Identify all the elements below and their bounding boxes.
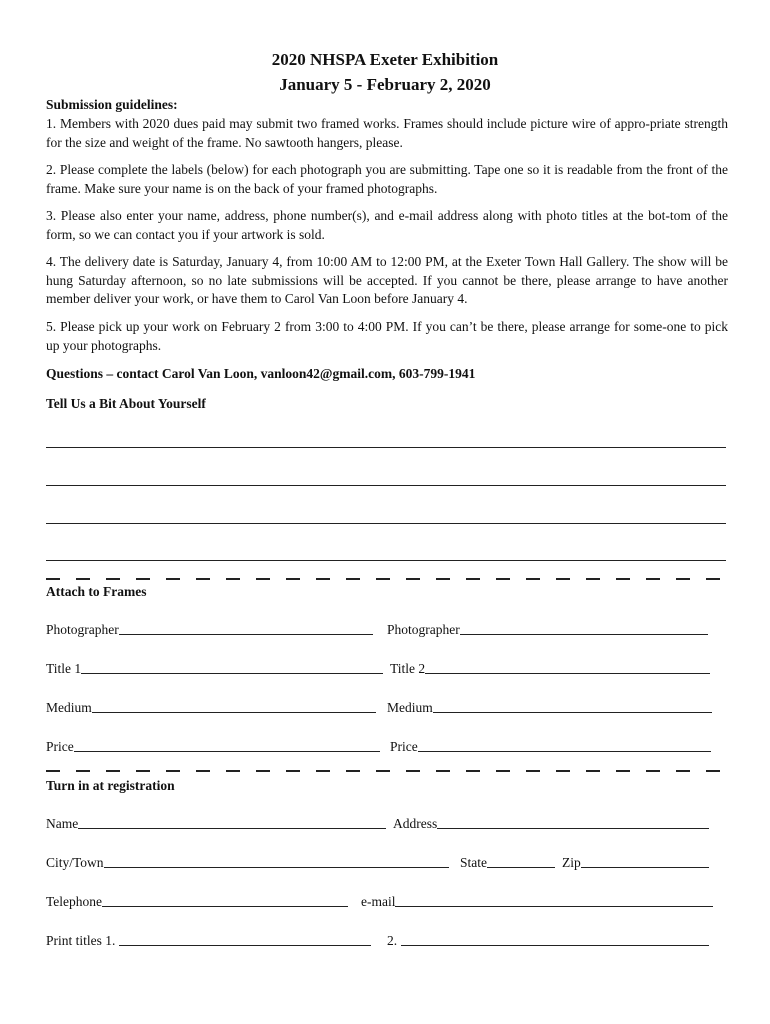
print-titles-field[interactable]: [46, 933, 371, 949]
guideline-1: 1. Members with 2020 dues paid may submit two framed works. Frames should include picture wire of appro-priate strength for the size and weight of the frame. No sawtooth hangers, please.: [46, 116, 728, 150]
registration-heading: Turn in at registration: [46, 778, 175, 793]
medium-field-1[interactable]: [46, 700, 376, 716]
telephone-field[interactable]: [46, 894, 348, 910]
about-line-3[interactable]: [46, 523, 726, 524]
cut-line-bottom: [46, 770, 726, 772]
print-title-line-2[interactable]: [401, 945, 709, 946]
title-field-1[interactable]: [46, 661, 383, 677]
price-line-1[interactable]: [74, 751, 380, 752]
title-field-2[interactable]: [390, 661, 710, 677]
name-field[interactable]: [46, 816, 386, 832]
print-titles-label: Print titles 1.: [46, 933, 116, 948]
zip-field[interactable]: [562, 855, 709, 871]
contact-line: Questions – contact Carol Van Loon, vanloon42@gmail.com, 603-799-1941: [46, 366, 476, 381]
name-line[interactable]: [78, 828, 386, 829]
email-line[interactable]: [395, 906, 713, 907]
title-label-1: Title 1: [46, 661, 82, 676]
telephone-label: Telephone: [46, 894, 103, 909]
state-label: State: [460, 855, 487, 870]
price-field-2[interactable]: [390, 739, 711, 755]
photographer-field-1[interactable]: [46, 622, 373, 638]
photographer-line-2[interactable]: [460, 634, 708, 635]
price-field-1[interactable]: [46, 739, 380, 755]
title-label-2: Title 2: [390, 661, 426, 676]
medium-line-1[interactable]: [92, 712, 376, 713]
price-line-2[interactable]: [418, 751, 711, 752]
about-line-4[interactable]: [46, 560, 726, 561]
about-line-2[interactable]: [46, 485, 726, 486]
print-title-line-1[interactable]: [119, 945, 371, 946]
address-line[interactable]: [437, 828, 709, 829]
telephone-line[interactable]: [102, 906, 348, 907]
city-line[interactable]: [104, 867, 449, 868]
price-label-2: Price: [390, 739, 418, 754]
title-line-1[interactable]: [81, 673, 383, 674]
state-line[interactable]: [487, 867, 555, 868]
frames-heading: Attach to Frames: [46, 584, 147, 599]
address-label: Address: [393, 816, 438, 831]
about-heading: Tell Us a Bit About Yourself: [46, 396, 206, 411]
photographer-field-2[interactable]: [387, 622, 708, 638]
cut-line-top: [46, 578, 726, 580]
guideline-2: 2. Please complete the labels (below) for each photograph you are submitting. Tape one so it is readable from the front of the frame. Make sure your name is on the back of your framed photographs.: [46, 162, 728, 196]
second-title-label: 2.: [387, 933, 398, 948]
guideline-4: 4. The delivery date is Saturday, January 4, from 10:00 AM to 12:00 PM, at the Exeter Town Hall Gallery. The show will be hung Saturday afternoon, so no late submissions will be accepted. If you cannot be there, please arrange to have another member deliver your work, or have them to Carol Van Loon before January 4.: [46, 254, 728, 306]
second-title-field[interactable]: [387, 933, 709, 949]
title-line-2[interactable]: [425, 673, 710, 674]
city-field[interactable]: [46, 855, 449, 871]
form-title: 2020 NHSPA Exeter Exhibition: [271, 50, 499, 69]
price-label-1: Price: [46, 739, 74, 754]
photographer-line-1[interactable]: [119, 634, 373, 635]
address-field[interactable]: [393, 816, 709, 832]
medium-field-2[interactable]: [387, 700, 712, 716]
medium-line-2[interactable]: [433, 712, 712, 713]
about-line-1[interactable]: [46, 447, 726, 448]
email-label: e-mail: [361, 894, 396, 909]
zip-line[interactable]: [581, 867, 709, 868]
exhibition-dates: January 5 - February 2, 2020: [279, 75, 491, 94]
photographer-label-1: Photographer: [46, 622, 119, 637]
state-field[interactable]: [460, 855, 555, 871]
medium-label-1: Medium: [46, 700, 92, 715]
guideline-5: 5. Please pick up your work on February 2 from 3:00 to 4:00 PM. If you can’t be there, please arrange for some-one to pick up your photographs.: [46, 319, 728, 353]
medium-label-2: Medium: [387, 700, 433, 715]
guidelines-heading: Submission guidelines:: [46, 97, 178, 112]
city-label: City/Town: [46, 855, 104, 870]
photographer-label-2: Photographer: [387, 622, 460, 637]
guideline-3: 3. Please also enter your name, address, phone number(s), and e-mail address along with photo titles at the bot-tom of the form, so we can contact you if your artwork is sold.: [46, 208, 728, 242]
name-label: Name: [46, 816, 79, 831]
email-field[interactable]: [361, 894, 713, 910]
zip-label: Zip: [562, 855, 581, 870]
